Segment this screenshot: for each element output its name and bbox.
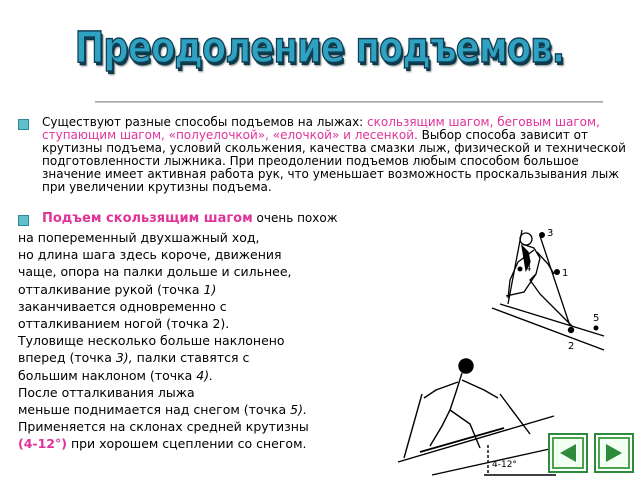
slope-range: (4-12°) <box>18 436 67 452</box>
point-3-label: 3 <box>547 228 554 239</box>
desc-line <box>18 401 408 418</box>
next-slide-icon <box>598 437 630 469</box>
prev-slide-icon <box>552 437 584 469</box>
desc-line: отталкиванием ногой (точка 2). <box>18 316 230 332</box>
bullet-methods <box>18 116 632 194</box>
slope-angle-label: 4-12° <box>492 460 517 470</box>
desc-line: чаще, опора на палки дольше и сильнее, <box>18 264 292 280</box>
title-wrap <box>0 6 640 90</box>
skier-points-figure <box>482 218 612 358</box>
desc-text: палки ставятся с <box>132 350 250 366</box>
desc-line <box>18 435 408 452</box>
point-2-label: 2 <box>568 341 575 352</box>
sliding-step-heading: Подъем скользящим шагом <box>42 211 253 226</box>
bullet-marker-icon <box>18 215 29 226</box>
desc-line <box>18 349 408 366</box>
desc-text: меньше поднимается над снегом (точка <box>18 402 291 418</box>
point-1-label: 1 <box>562 268 569 279</box>
bullet-methods-text <box>42 116 632 194</box>
next-slide-button[interactable] <box>594 433 634 473</box>
point-ref: 4). <box>196 367 214 383</box>
point-5-marker <box>594 326 599 331</box>
point-ref: 1) <box>203 281 217 297</box>
sliding-step-tail: очень похож <box>252 211 338 225</box>
point-ref: 3), <box>115 350 133 366</box>
skier-drawing <box>398 359 556 475</box>
bullet-sliding-step-text <box>42 212 418 225</box>
point-4-marker <box>518 267 523 272</box>
desc-text: отталкивание рукой (точка <box>18 281 204 297</box>
methods-rest: Выбор способа зависит от крутизны подъема, условий скольжения, качества смазки лыж, физической и технической подготовленности лыжника. При преодолении подъемов любым способом большое значение имеет активная работа рук, что уменьшает возможность проскальзывания лыж при увеличении крутизны подъема. <box>42 128 626 194</box>
point-5-label: 5 <box>593 313 600 324</box>
slide-title: Преодоление подъемов. <box>75 23 565 73</box>
point-4-label: 4 <box>525 263 532 274</box>
desc-line: После отталкивания лыжа <box>18 384 195 400</box>
point-1-marker <box>554 269 560 275</box>
desc-line: заканчивается одновременно с <box>18 298 227 314</box>
desc-line <box>18 367 408 384</box>
desc-text: вперед (точка <box>18 350 116 366</box>
skier-slope-figure <box>392 350 562 478</box>
description-lines <box>18 229 408 453</box>
desc-line: Применяется на склонах средней крутизны <box>18 419 309 435</box>
prev-slide-button[interactable] <box>548 433 588 473</box>
desc-line: но длина шага здесь короче, движения <box>18 247 282 263</box>
methods-intro: Существуют разные способы подъемов на лыжах: <box>42 115 368 129</box>
desc-text: при хорошем сцеплении со снегом. <box>66 436 307 452</box>
desc-line <box>18 281 408 298</box>
title-divider <box>95 101 603 103</box>
point-3-marker <box>539 232 545 238</box>
skier-drawing <box>492 230 604 350</box>
point-2-marker <box>568 327 574 333</box>
desc-line: Туловище несколько больше наклонено <box>18 333 285 349</box>
bullet-marker-icon <box>18 119 29 130</box>
desc-line: на попеременный двухшажный ход, <box>18 230 260 245</box>
desc-text: большим наклоном (точка <box>18 367 197 383</box>
point-ref: 5). <box>290 402 307 418</box>
methods-list: скользящим шагом, беговым шагом, ступающим шагом, «полуелочкой», «елочкой» и лесенкой. <box>42 115 600 142</box>
bullet-sliding-step <box>18 212 418 225</box>
